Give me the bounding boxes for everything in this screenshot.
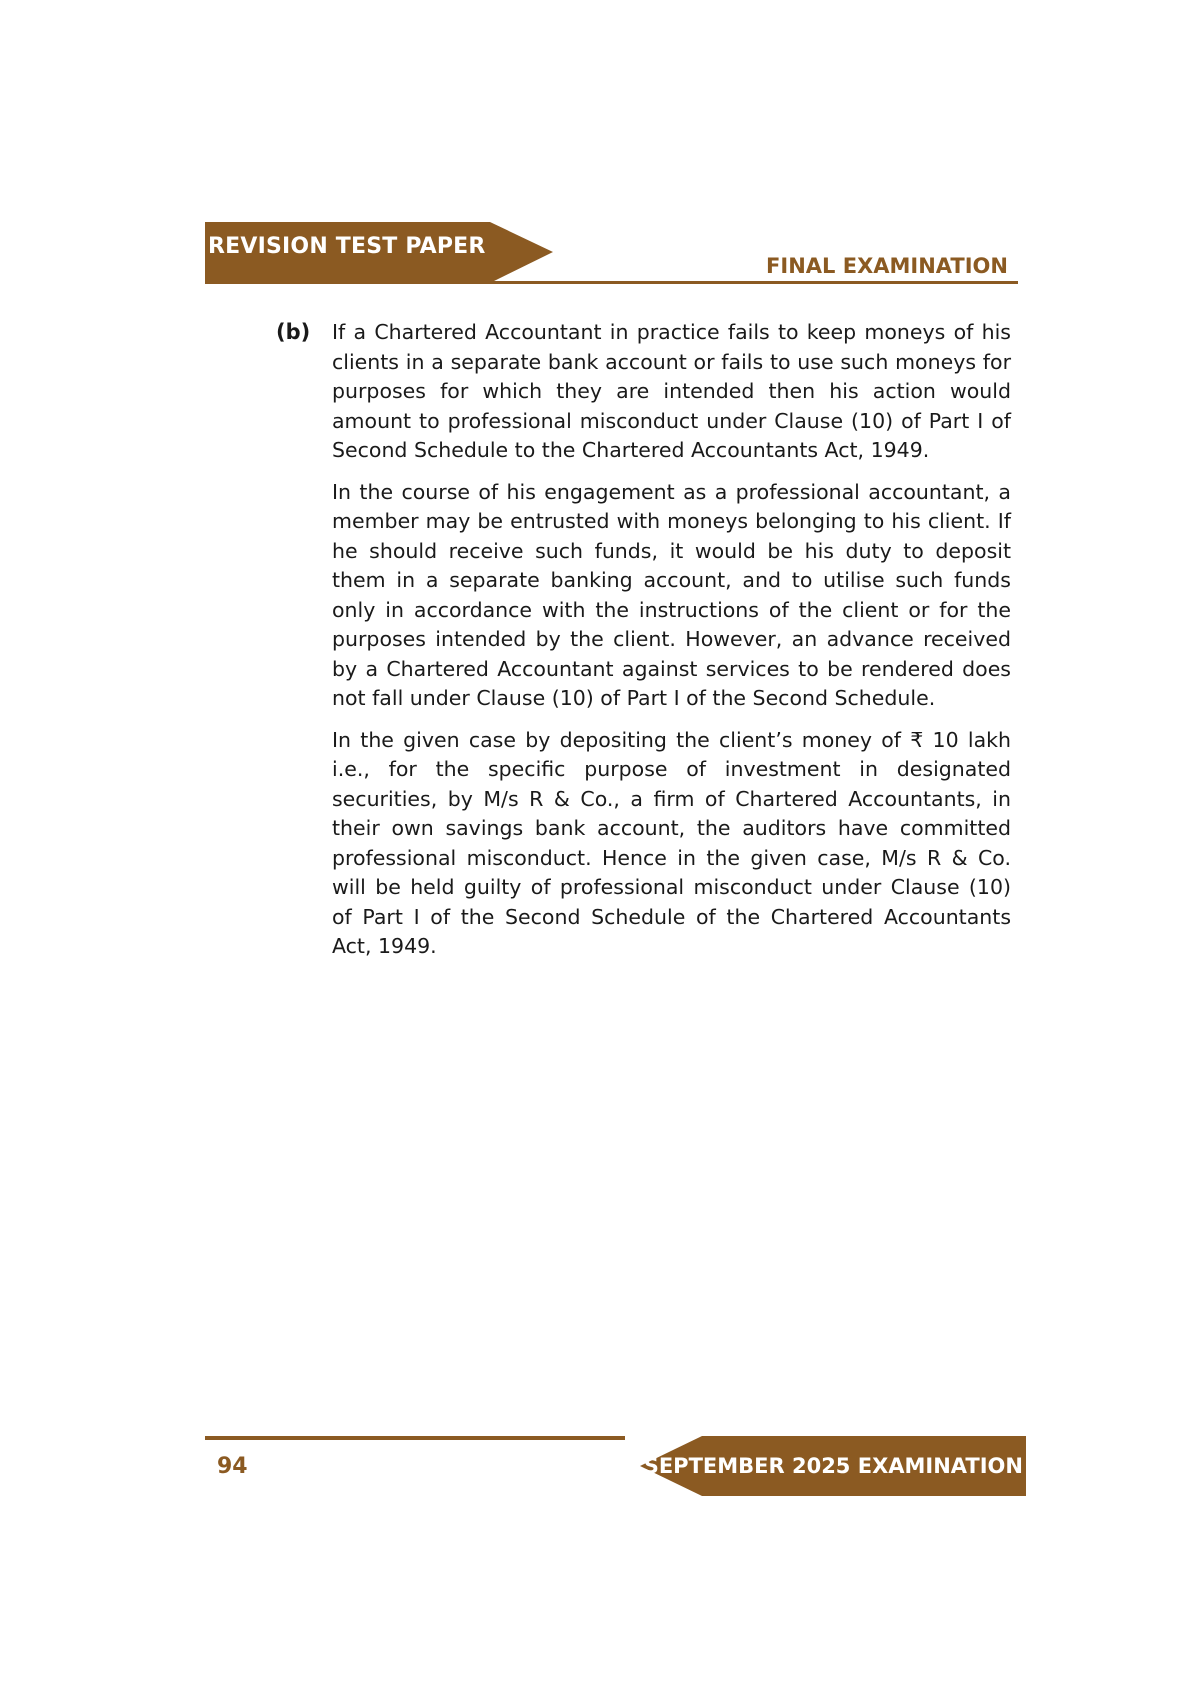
paragraph-3: In the given case by depositing the client’s money of ₹ 10 lakh i.e., for the specific purpose of investment in designated securities, by M/s R & Co., a firm of Chartered Accountants, in their own savings bank account, the auditors have committed professional misconduct. Hence in the given case, M/s R & Co. will be held guilty of professional misconduct under Clause (10) of Part I of the Second Schedule of the Chartered Accountants Act, 1949. — [332, 727, 1011, 958]
paragraph-2: In the course of his engagement as a professional accountant, a member may be entrusted with moneys belonging to his client. If he should receive such funds, it would be his duty to deposit them in a separate banking account, and to utilise such funds only in accordance with the instructions of the client or for the purposes intended by the client. However, an advance received by a Chartered Accountant against services to be rendered does not fall under Clause (10) of Part I of the Second Schedule. — [332, 479, 1011, 710]
answer-body — [332, 318, 1011, 974]
paragraph-1: If a Chartered Accountant in practice fails to keep moneys of his clients in a separate bank account or fails to use such moneys for purposes for which they are intended then his action would amount to professional misconduct under Clause (10) of Part I of Second Schedule to the Chartered Accountants Act, 1949. — [332, 320, 1011, 462]
footer-exam-title: SEPTEMBER 2025 EXAMINATION — [643, 1454, 1023, 1478]
footer-divider — [205, 1436, 625, 1440]
header-divider — [205, 281, 1018, 284]
header-title-revision-test-paper: REVISION TEST PAPER — [208, 234, 486, 259]
answer-item-label: (b) — [276, 320, 311, 344]
header-title-final-examination: FINAL EXAMINATION — [766, 254, 1008, 278]
page-number: 94 — [217, 1454, 248, 1479]
